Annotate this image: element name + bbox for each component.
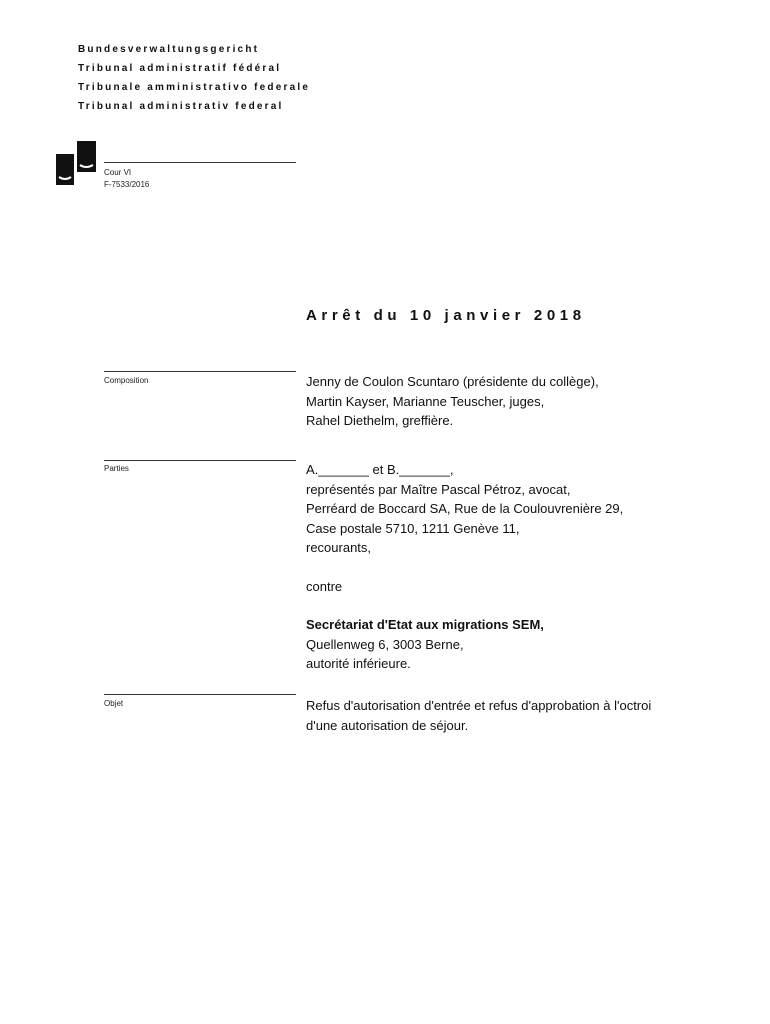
subject-body xyxy=(306,696,651,735)
case-divider xyxy=(104,162,296,163)
composition-line: Rahel Diethelm, greffière. xyxy=(306,413,454,428)
appellant-line: Perréard de Boccard SA, Rue de la Coulouvrenière 29, xyxy=(306,501,624,516)
subject-label: Objet xyxy=(104,699,124,708)
parties-label: Parties xyxy=(104,464,129,473)
document-title: Arrêt du 10 janvier 2018 xyxy=(306,307,586,324)
composition-divider xyxy=(104,371,296,372)
court-logo-icon xyxy=(56,141,96,185)
versus: contre xyxy=(306,578,343,594)
subject-divider xyxy=(104,694,296,695)
appellant-line: représentés par Maître Pascal Pétroz, avocat, xyxy=(306,481,571,497)
parties-body xyxy=(306,460,623,674)
court-name-de: Bundesverwaltungsgericht xyxy=(78,44,260,55)
court-name-rm: Tribunal administrativ federal xyxy=(78,101,284,112)
subject-line: Refus d'autorisation d'entrée et refus d'approbation à l'octroi xyxy=(306,698,652,713)
appellant-line: recourants, xyxy=(306,540,372,555)
court-name-it: Tribunale amministrativo federale xyxy=(78,82,311,93)
composition-line: Jenny de Coulon Scuntaro (présidente du collège), xyxy=(306,374,599,389)
authority-line: autorité inférieure. xyxy=(306,656,411,671)
appellants: A._______ et B._______, xyxy=(306,462,454,477)
appellant-line: Case postale 5710, 1211 Genève 11, xyxy=(306,520,520,536)
authority-name: Secrétariat d'Etat aux migrations SEM, xyxy=(306,617,544,632)
parties-divider xyxy=(104,460,296,461)
case-info xyxy=(104,167,149,191)
composition-line: Martin Kayser, Marianne Teuscher, juges, xyxy=(306,393,545,409)
authority-line: Quellenweg 6, 3003 Berne, xyxy=(306,636,464,652)
subject-line: d'une autorisation de séjour. xyxy=(306,717,469,733)
court-name-fr: Tribunal administratif fédéral xyxy=(78,63,282,74)
court-names xyxy=(78,40,310,116)
composition-label: Composition xyxy=(104,376,149,385)
case-number: F-7533/2016 xyxy=(104,180,150,189)
composition-body xyxy=(306,372,599,431)
court-division: Cour VI xyxy=(104,168,132,177)
